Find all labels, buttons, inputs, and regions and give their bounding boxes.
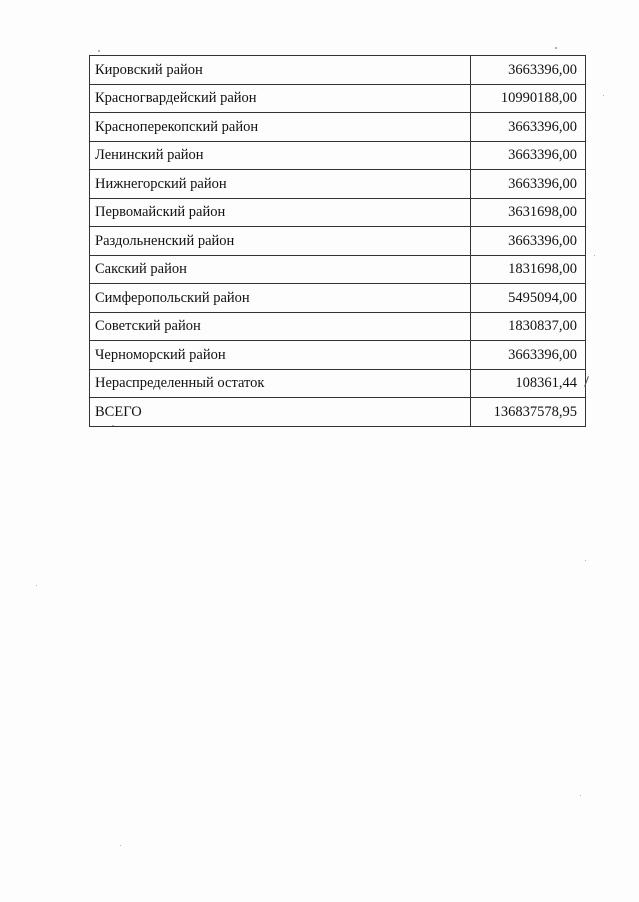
district-name: Симферопольский район bbox=[90, 284, 471, 313]
amount-value: 5495094,00 bbox=[471, 284, 586, 313]
scan-speck bbox=[120, 845, 121, 846]
amount-value: 3663396,00 bbox=[471, 341, 586, 370]
table-row bbox=[90, 284, 586, 313]
table-row bbox=[90, 141, 586, 170]
amount-value: 1831698,00 bbox=[471, 255, 586, 284]
total-row bbox=[90, 398, 586, 427]
amount-value: 3663396,00 bbox=[471, 56, 586, 85]
remainder-label: Нераспределенный остаток bbox=[90, 369, 471, 398]
amount-value: 3663396,00 bbox=[471, 113, 586, 142]
table-row bbox=[90, 369, 586, 398]
district-name: Раздольненский район bbox=[90, 227, 471, 256]
amount-value: 3663396,00 bbox=[471, 170, 586, 199]
remainder-value: 108361,44 bbox=[471, 369, 586, 398]
scan-speck bbox=[112, 425, 114, 426]
table-row bbox=[90, 227, 586, 256]
district-name: Советский район bbox=[90, 312, 471, 341]
scan-speck bbox=[555, 47, 557, 49]
scan-speck bbox=[98, 50, 100, 52]
district-name: Красноперекопский район bbox=[90, 113, 471, 142]
district-name: Первомайский район bbox=[90, 198, 471, 227]
table-row bbox=[90, 312, 586, 341]
district-name: Сакский район bbox=[90, 255, 471, 284]
total-value: 136837578,95 bbox=[471, 398, 586, 427]
district-name: Нижнегорский район bbox=[90, 170, 471, 199]
district-name: Ленинский район bbox=[90, 141, 471, 170]
total-label: ВСЕГО bbox=[90, 398, 471, 427]
table-row bbox=[90, 84, 586, 113]
district-name: Кировский район bbox=[90, 56, 471, 85]
scan-speck bbox=[603, 95, 604, 96]
amount-value: 3663396,00 bbox=[471, 141, 586, 170]
amount-value: 10990188,00 bbox=[471, 84, 586, 113]
amount-value: 1830837,00 bbox=[471, 312, 586, 341]
scan-speck bbox=[594, 255, 595, 256]
table-row bbox=[90, 341, 586, 370]
amount-value: 3663396,00 bbox=[471, 227, 586, 256]
scan-speck bbox=[36, 585, 37, 586]
table-row bbox=[90, 113, 586, 142]
table-row bbox=[90, 56, 586, 85]
amount-value: 3631698,00 bbox=[471, 198, 586, 227]
table-row bbox=[90, 255, 586, 284]
scan-speck bbox=[580, 795, 581, 796]
district-name: Черноморский район bbox=[90, 341, 471, 370]
district-name: Красногвардейский район bbox=[90, 84, 471, 113]
scan-speck bbox=[585, 560, 586, 561]
distribution-table bbox=[89, 55, 586, 427]
table-row bbox=[90, 198, 586, 227]
table-row bbox=[90, 170, 586, 199]
